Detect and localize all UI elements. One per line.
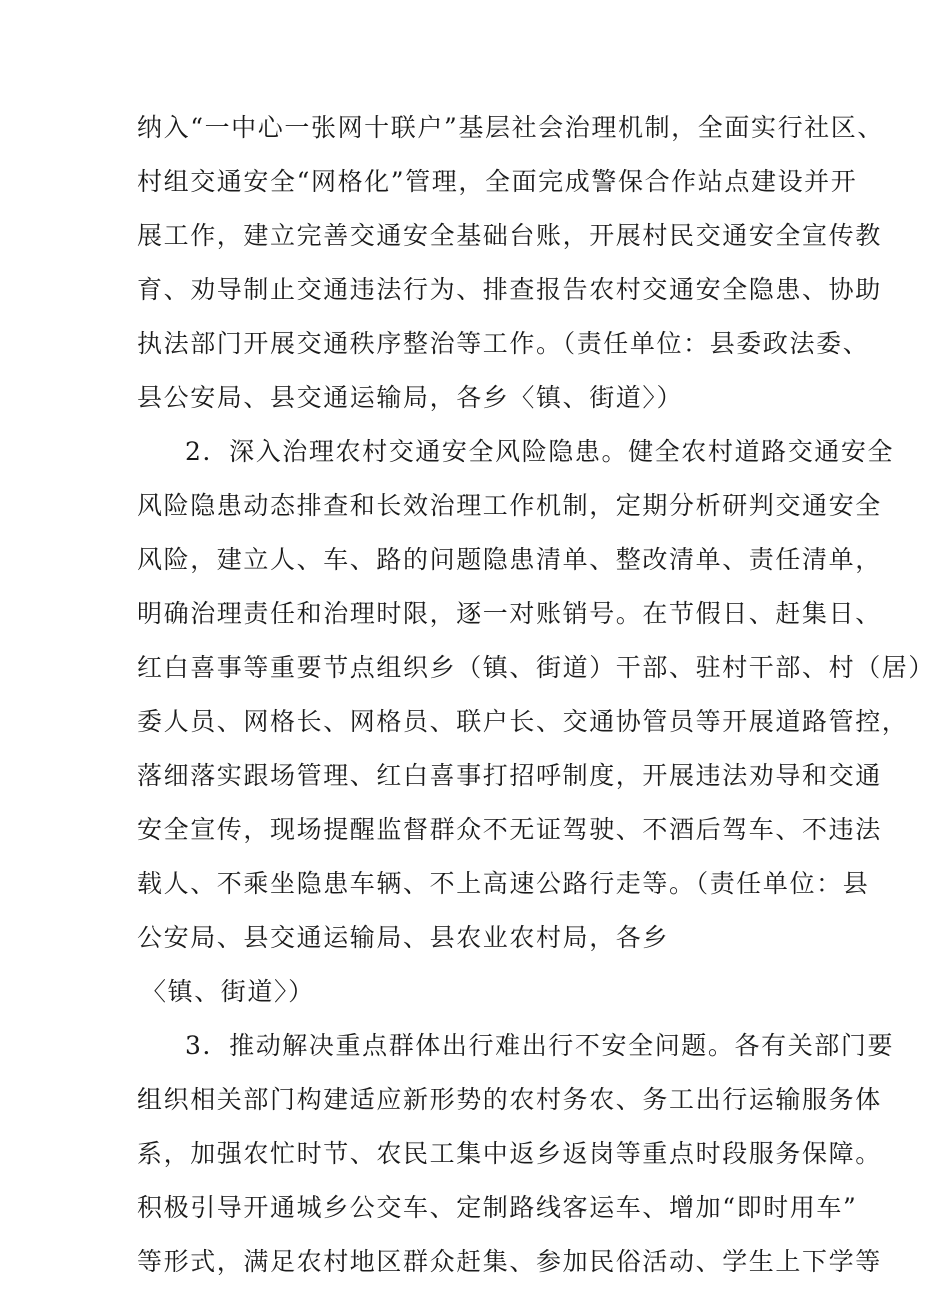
text-line: 〈镇、街道〉）	[141, 977, 315, 1006]
text-line: 委人员、网格长、网格员、联户长、交通协管员等开展道路管控，	[137, 707, 909, 736]
text-line: 安全宣传，现场提醒监督群众不无证驾驶、不酒后驾车、不违法	[137, 815, 882, 844]
text-line: 纳入“一中心一张网十联户”基层社会治理机制，全面实行社区、	[137, 113, 884, 142]
text-line: 县公安局、县交通运输局，各乡〈镇、街道〉）	[137, 383, 684, 412]
text-line: 3．推动解决重点群体出行难出行不安全问题。各有关部门要	[185, 1031, 895, 1060]
text-line: 执法部门开展交通秩序整治等工作。（责任单位：县委政法委、	[137, 329, 870, 358]
text-line: 村组交通安全“网格化”管理，全面完成警保合作站点建设并开	[137, 167, 858, 196]
text-line: 展工作，建立完善交通安全基础台账，开展村民交通安全宣传教	[137, 221, 882, 250]
text-line: 系，加强农忙时节、农民工集中返乡返岗等重点时段服务保障。	[137, 1139, 882, 1168]
text-line: 明确治理责任和治理时限，逐一对账销号。在节假日、赶集日、	[137, 599, 882, 628]
text-line: 公安局、县交通运输局、县农业农村局，各乡	[137, 923, 670, 952]
text-line: 落细落实跟场管理、红白喜事打招呼制度，开展违法劝导和交通	[137, 761, 882, 790]
text-line: 积极引导开通城乡公交车、定制路线客运车、增加“即时用车”	[137, 1193, 858, 1222]
text-line: 2．深入治理农村交通安全风险隐患。健全农村道路交通安全	[185, 437, 895, 466]
text-line: 红白喜事等重要节点组织乡（镇、街道）干部、驻村干部、村（居）	[137, 653, 935, 682]
body-text	[137, 101, 935, 1289]
text-line: 风险隐患动态排查和长效治理工作机制，定期分析研判交通安全	[137, 491, 882, 520]
text-line: 组织相关部门构建适应新形势的农村务农、务工出行运输服务体	[137, 1085, 882, 1114]
text-line: 等形式，满足农村地区群众赶集、参加民俗活动、学生上下学等	[137, 1247, 882, 1276]
text-line: 载人、不乘坐隐患车辆、不上高速公路行走等。（责任单位：县	[137, 869, 870, 898]
text-line: 育、劝导制止交通违法行为、排查报告农村交通安全隐患、协助	[137, 275, 882, 304]
text-line: 风险，建立人、车、路的问题隐患清单、整改清单、责任清单，	[137, 545, 882, 574]
